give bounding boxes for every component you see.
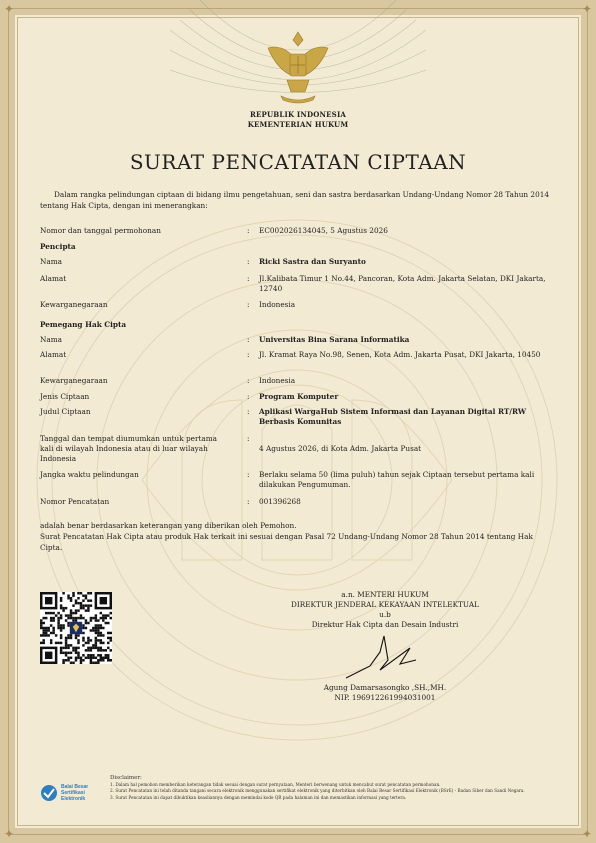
colon: : [247,392,250,401]
colon: : [247,335,250,344]
creator-address-value: Jl.Kalibata Timur 1 No.44, Pancoran, Kota Adm. Jakarta Selatan, DKI Jakarta, 12740 [259,274,546,293]
colon: : [247,350,250,359]
creator-nationality-label: Kewarganegaraan [40,300,108,309]
application-value: EC002026134045, 5 Agustus 2026 [259,226,388,235]
sign-nip: NIP. 196912261994031001 [334,693,436,702]
record-number-label: Nomor Pencatatan [40,497,110,506]
ministry-label: KEMENTERIAN HUKUM [247,120,349,129]
disclaimer-item: 3. Surat Pencatatan ini dapat dibuktikan keasliannya dengan memindai kode QR pada halaman ini dan memastikan informasi yang tertera. [110,794,407,800]
work-type-label: Jenis Ciptaan [40,392,90,401]
work-period-value: Berlaku selama 50 (lima puluh) tahun sejak Ciptaan tersebut pertama kali dilakukan Pengumuman. [259,470,535,489]
closing-line-1: adalah benar berdasarkan keterangan yang diberikan oleh Pemohon. [40,521,297,530]
qr-code[interactable] [40,592,112,664]
application-label: Nomor dan tanggal permohonan [40,226,161,235]
sign-on-behalf: a.n. MENTERI HUKUM [341,590,429,599]
disclaimer-item: 1. Dalam hal pemohon memberikan keterangan tidak sesuai dengan surat pernyataan, Menteri berwenang untuk mencabut surat pencatatan permohonan. [110,781,441,787]
work-title-label: Judul Ciptaan [40,407,91,416]
colon: : [247,257,250,266]
corner-ornament-icon: ✦ [3,2,15,16]
work-type-value: Program Komputer [259,392,339,401]
colon: : [247,434,250,443]
disclaimer-item: 2. Surat Pencatatan ini telah ditanda tangani secara elektronik menggunakan sertifikat elektronik yang diterbitkan oleh Balai Besar Sertifikasi Elektronik (BSrE) - Badan Siber dan Sandi Negara. [110,788,525,793]
colon: : [247,226,250,235]
holder-nationality-label: Kewarganegaraan [40,376,108,385]
sign-name: Agung Damarsasongko ,SH.,MH. [323,683,447,692]
sign-ub: u.b [379,610,391,619]
corner-ornament-icon: ✦ [581,2,593,16]
intro-paragraph: Dalam rangka pelindungan ciptaan di bidang ilmu pengetahuan, seni dan sastra berdasarkan Undang-Undang Nomor 28 Tahun 2014 tentang Hak Cipta, dengan ini menerangkan: [40,190,549,210]
country-label: REPUBLIK INDONESIA [249,110,347,119]
colon: : [247,274,250,283]
creator-address-label: Alamat [40,274,67,283]
disclaimer [110,775,560,801]
corner-ornament-icon: ✦ [581,827,593,841]
colon: : [247,497,250,506]
creator-heading: Pencipta [40,242,76,251]
holder-address-value: Jl. Kramat Raya No.98, Senen, Kota Adm. Jakarta Pusat, DKI Jakarta, 10450 [259,350,541,359]
closing-line-2: Surat Pencatatan Hak Cipta atau produk Hak terkait ini sesuai dengan Pasal 72 Undang-Undang Nomor 28 Tahun 2014 tentang Hak Cipta. [40,532,533,552]
colon: : [247,300,250,309]
creator-name-value: Ricki Sastra dan Suryanto [259,257,366,266]
holder-nationality-value: Indonesia [259,376,296,385]
work-announce-value: 4 Agustus 2026, di Kota Adm. Jakarta Pusat [259,444,422,453]
creator-name-label: Nama [40,257,63,266]
bsre-logo [40,782,100,806]
holder-heading: Pemegang Hak Cipta [40,320,127,329]
colon: : [247,407,250,416]
sign-director: Direktur Hak Cipta dan Desain Industri [311,620,459,629]
bsre-text: Balai Besar Sertifikasi Elektronik [61,784,89,802]
bsre-logo-icon [40,784,58,802]
creator-nationality-value: Indonesia [259,300,296,309]
holder-address-label: Alamat [40,350,67,359]
record-number-value: 001396268 [259,497,301,506]
corner-ornament-icon: ✦ [3,827,15,841]
work-period-label: Jangka waktu pelindungan [40,470,139,479]
work-announce-label: Tanggal dan tempat diumumkan untuk pertama kali di wilayah Indonesia atau di luar wilayah Indonesia [40,434,218,463]
handwritten-signature [340,630,420,682]
holder-name-label: Nama [40,335,63,344]
work-title-value: Aplikasi WargaHub Sistem Informasi dan Layanan Digital RT/RW Berbasis Komunitas [259,407,527,426]
colon: : [247,470,250,479]
colon: : [247,376,250,385]
closing-text [40,520,550,553]
page-title: SURAT PENCATATAN CIPTAAN [129,150,467,174]
garuda-emblem-icon [263,26,333,106]
holder-name-value: Universitas Bina Sarana Informatika [259,335,410,344]
disclaimer-heading: Disclaimer: [110,775,142,781]
sign-position: DIREKTUR JENDERAL KEKAYAAN INTELEKTUAL [291,600,479,609]
